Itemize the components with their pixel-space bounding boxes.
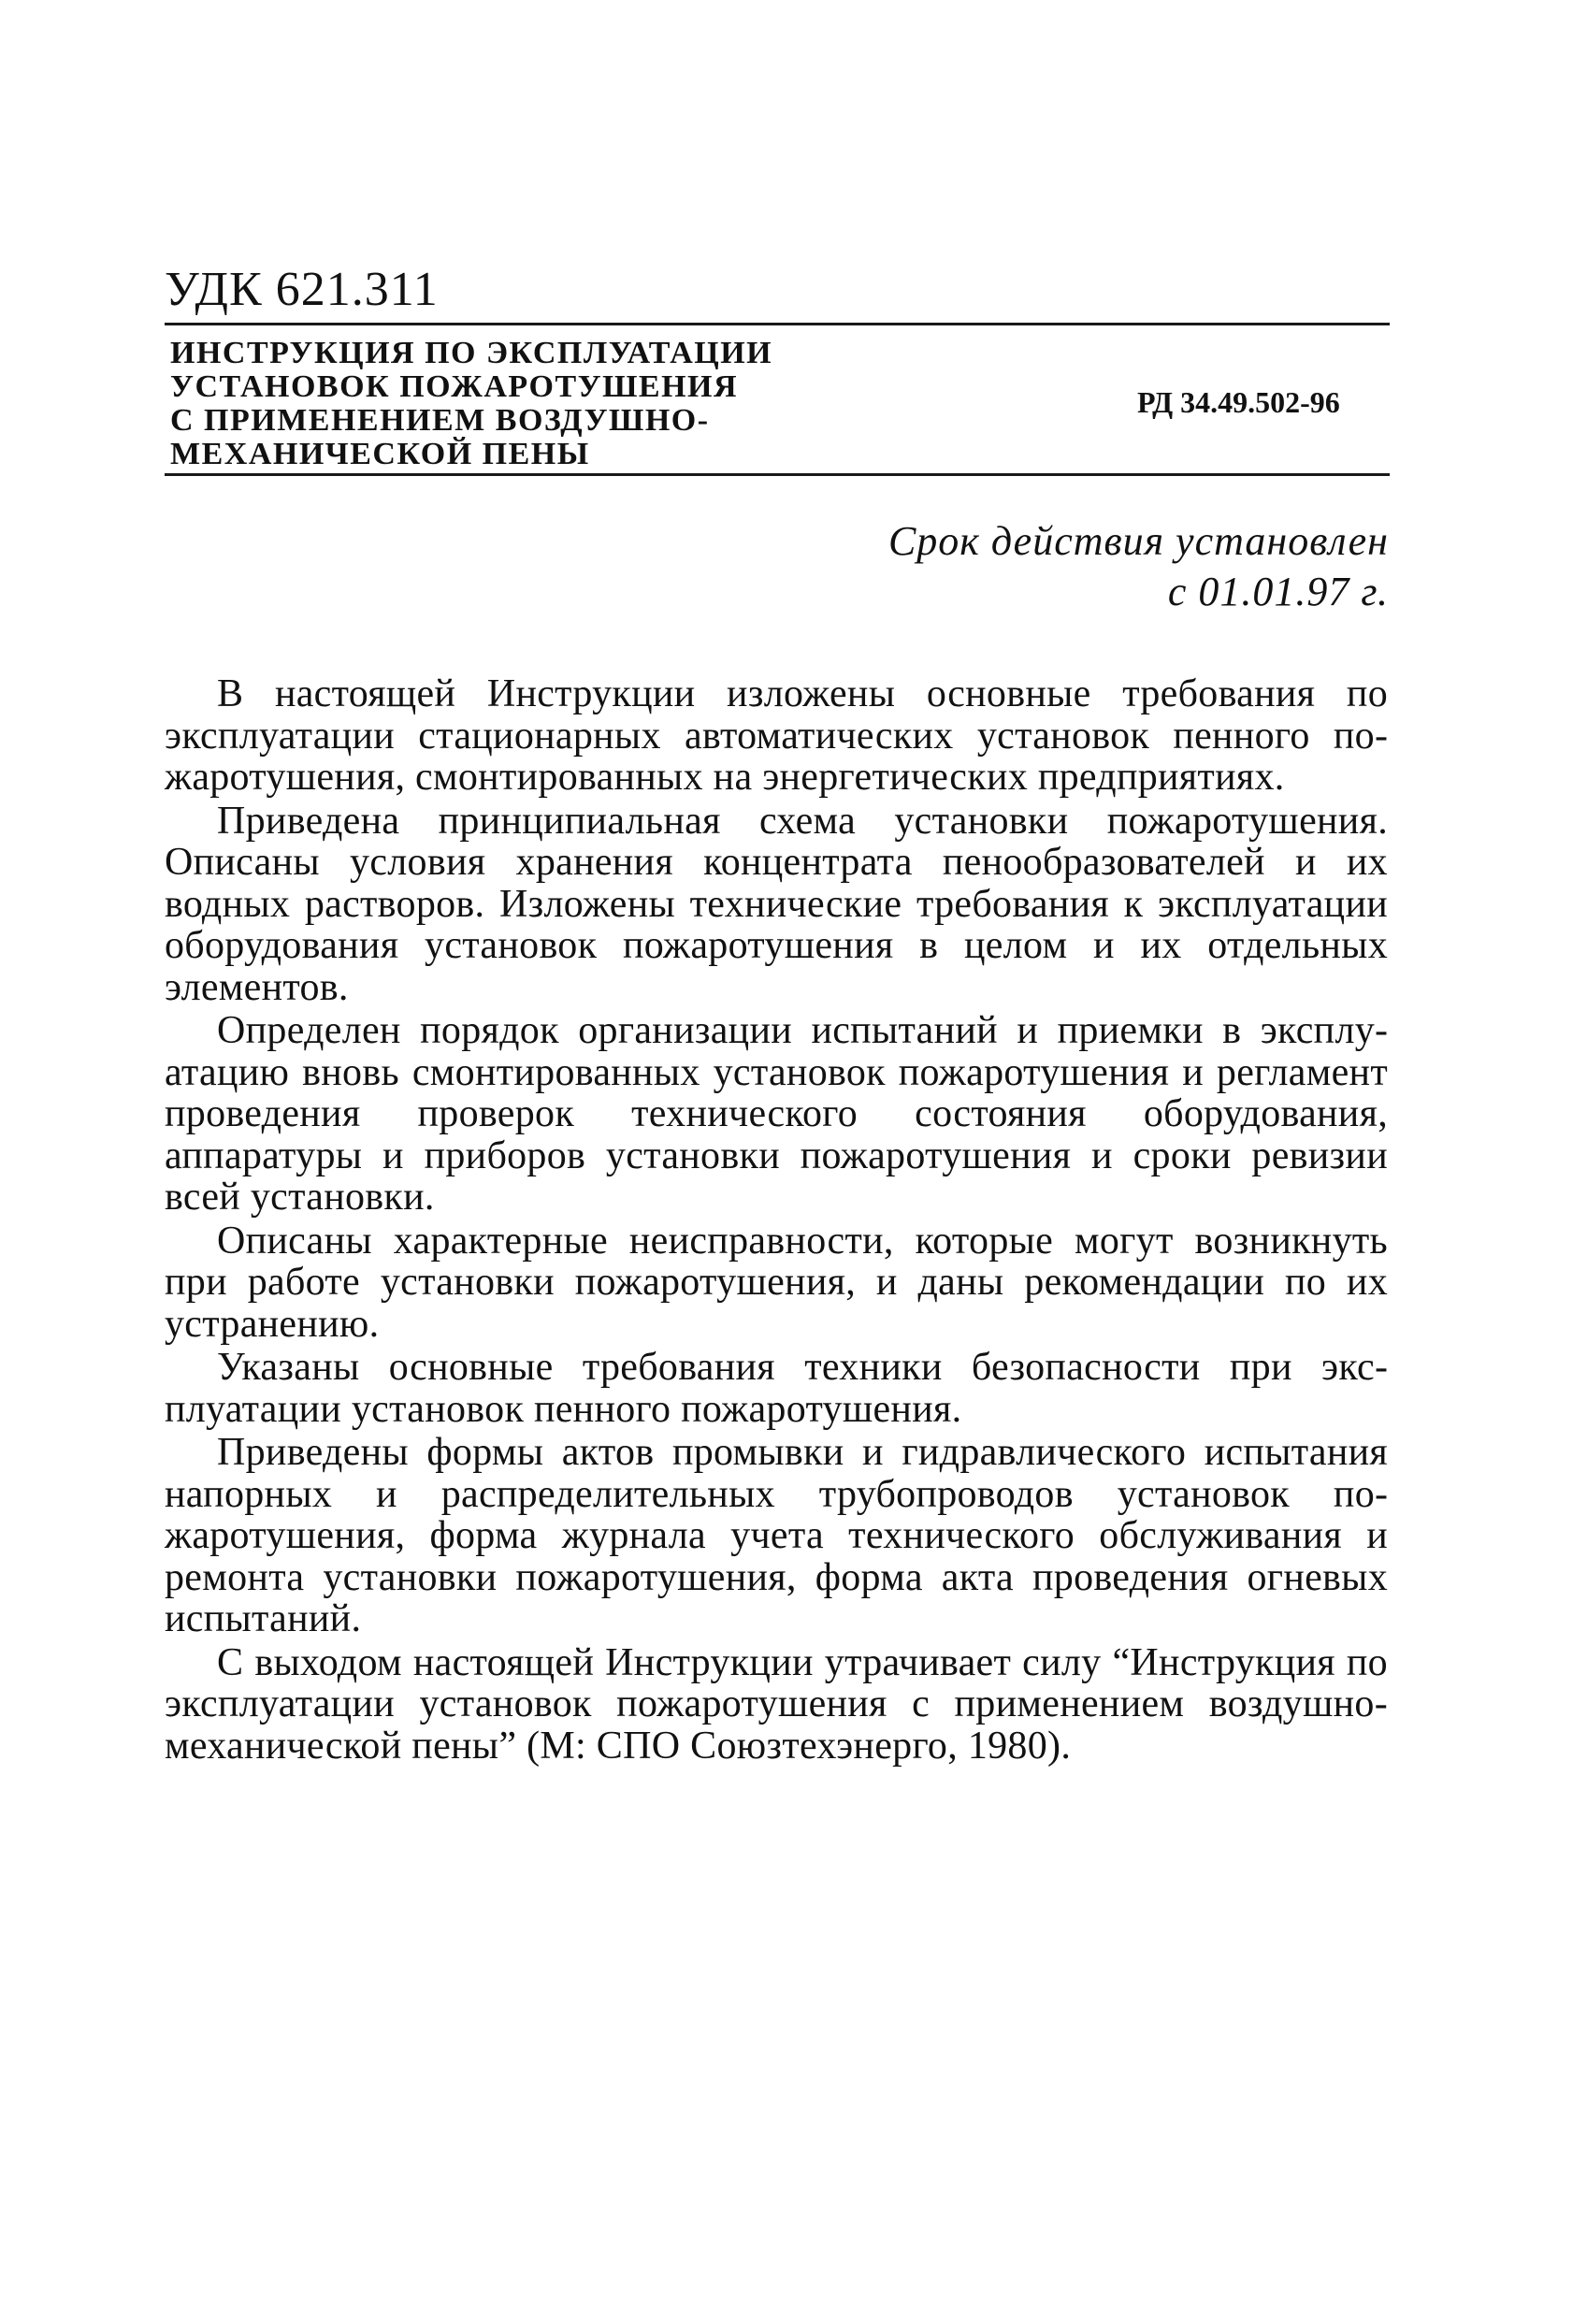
validity-line: Срок действия установлен [887,518,1389,564]
title-line: УСТАНОВОК ПОЖАРОТУШЕНИЯ [170,369,739,404]
title-line: С ПРИМЕНЕНИЕМ ВОЗДУШНО- [170,403,710,438]
paragraph: В настоящей Инструкции изложены основные требования по эксплуатации стационарных автоматических установок пенного пожаротушения, смонтированных на энергетических предприятиях. [165,672,1388,799]
document-code: РД 34.49.502-96 [1137,385,1340,419]
header-top-rule [165,323,1390,325]
header-bottom-rule [165,473,1390,476]
paragraph: Приведены формы актов промывки и гидравлического испытания напорных и распределительных трубопроводов установок пожаротушения, форма журнала учета технического обслуживания и ремонта установки пожаротушения, форма акта проведения огневых испытаний. [165,1431,1388,1640]
paragraph: Приведена принципиальная схема установки пожаротушения. Описаны условия хранения концентрата пенообразователей и их водных растворов. Изложены технические требования к эксплуатации оборудования установок пожаротушения в целом и их отдельных элементов. [165,799,1388,1009]
udk-code: УДК 621.311 [165,263,439,316]
document-title [170,337,881,471]
paragraph: Определен порядок организации испытаний и приемки в эксплуатацию вновь смонтированных установок пожаротушения и регламент проведения проверок технического состояния оборудования, аппаратуры и приборов установки пожаротушения и сроки ревизии всей установки. [165,1009,1388,1219]
abstract-body [165,673,1388,1768]
paragraph: Описаны характерные неисправности, которые могут возникнуть при работе установки пожаротушения, и даны рекомендации по их устранению. [165,1219,1388,1346]
validity-note [888,516,1389,617]
validity-date: с 01.01.97 г. [1167,569,1389,614]
title-line: МЕХАНИЧЕСКОЙ ПЕНЫ [170,437,590,471]
paragraph: Указаны основные требования техники безопасности при эксплуатации установок пенного пожаротушения. [165,1346,1388,1431]
paragraph: С выходом настоящей Инструкции утрачивает силу “Инструкция по эксплуатации установок пожаротушения с применением воздушно-механической пены” (М: СПО Союзтехэнерго, 1980). [165,1640,1388,1768]
title-line: ИНСТРУКЦИЯ ПО ЭКСПЛУАТАЦИИ [170,336,773,370]
